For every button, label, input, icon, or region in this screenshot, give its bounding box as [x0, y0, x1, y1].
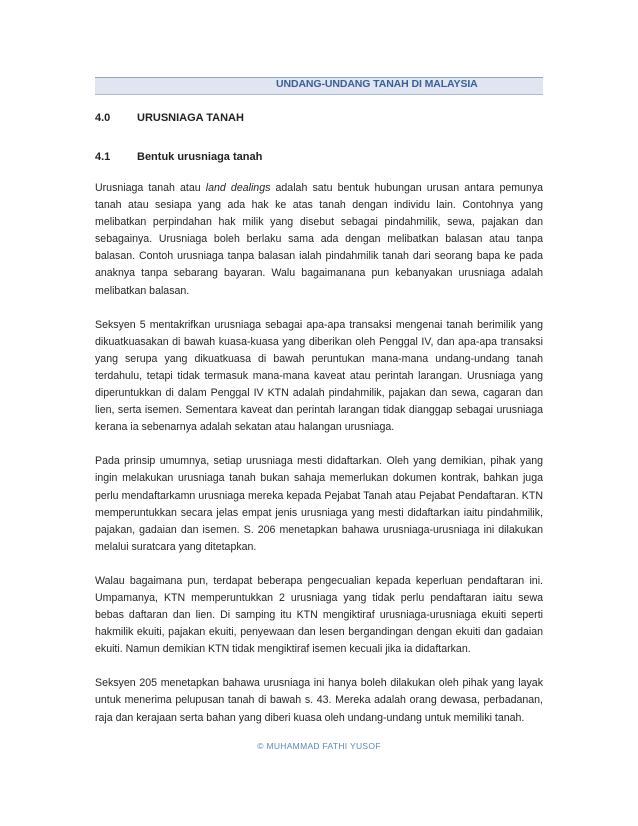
section-number: 4.0: [95, 112, 111, 124]
subsection-number: 4.1: [95, 151, 111, 163]
body-text: [95, 180, 543, 744]
paragraph-5: Seksyen 205 menetapkan bahawa urusniaga ini hanya boleh dilakukan oleh pihak yang layak untuk menerima pelupusan tanah di bawah s. 43. Mereka adalah orang dewasa, perbadanan, raja dan kerajaan serta bahan yang diberi kuasa oleh undang-undang untuk memiliki tanah.: [95, 677, 543, 724]
subsection-title: Bentuk urusniaga tanah: [137, 151, 263, 163]
section-heading: [95, 112, 244, 124]
document-header-title: UNDANG-UNDANG TANAH DI MALAYSIA: [276, 78, 478, 90]
paragraph-2: Seksyen 5 mentakrifkan urusniaga sebagai apa-apa transaksi mengenai tanah berimilik yang dikuatkuasakan di bawah kuasa-kuasa yang diberikan oleh Penggal IV, dan apa-apa transaksi yang serupa yang dikuatkuasa di bawah peruntukan mana-mana undang-undang tanah terdahulu, tetapi tidak termasuk mana-mana kaveat atau perintah larangan. Urusniaga yang diperuntukkan di dalam Penggal IV KTN adalah pindahmilik, pajakan dan sewa, cagaran dan lien, serta isemen. Sementara kaveat dan perintah larangan tidak dianggap sebagai urusniaga kerana ia sebenarnya adalah sekatan atau halangan urusniaga.: [95, 318, 543, 434]
paragraph-1: [95, 180, 543, 300]
paragraph-4: Walau bagaimana pun, terdapat beberapa pengecualian kepada keperluan pendaftaran ini. Umpamanya, KTN memperuntukkan 2 urusniaga yang tidak perlu pendaftaran iaitu sewa bebas daftaran dan lien. Di samping itu KTN mengiktiraf urusniaga-urusniaga ekuiti seperti hakmilik ekuiti, pajakan ekuiti, penyewaan dan lesen bergandingan dengan ekuiti dan gadaian ekuiti. Namun demikian KTN tidak mengiktiraf isemen kecuali jika ia didaftarkan.: [95, 574, 543, 656]
paragraph-3: Pada prinsip umumnya, setiap urusniaga mesti didaftarkan. Oleh yang demikian, pihak yang ingin melakukan urusniaga tanah bukan sahaja memerlukan dokumen kontrak, bahkan juga perlu mendaftarkamn urusniaga mereka kepada Pejabat Tanah atau Pejabat Pendaftaran. KTN memperuntukkan secara jelas empat jenis urusniaga yang mesti didaftarkan iaitu pindahmilik, pajakan, gadaian dan isemen. S. 206 menetapkan bahawa urusniaga-urusniaga ini dilakukan melalui suratcara yang ditetapkan.: [95, 455, 543, 553]
copyright-footer: © MUHAMMAD FATHI YUSOF: [257, 741, 381, 751]
paragraph-1-start: Urusniaga tanah atau: [95, 182, 206, 194]
section-title: URUSNIAGA TANAH: [137, 112, 244, 124]
subsection-heading: [95, 151, 262, 163]
paragraph-1-rest: adalah satu bentuk hubungan urusan antara pemunya tanah atau sesiapa yang ada hak ke atas tanah dengan individu lain. Contohnya yang melibatkan perpindahan hak milik yang disebut sebagai pindahmilik, sewa, pajakan dan sebagainya. Urusniaga boleh berlaku sama ada dengan melibatkan balasan atau tanpa balasan. Contoh urusniaga tanpa balasan ialah pindahmilik tanah dari seorang bapa ke pada anaknya tanpa sebarang bayaran. Walu bagaimanana pun kebanyakan urusniaga adalah melibatkan balasan.: [95, 182, 544, 297]
paragraph-1-italic-term: land dealings: [205, 182, 271, 194]
